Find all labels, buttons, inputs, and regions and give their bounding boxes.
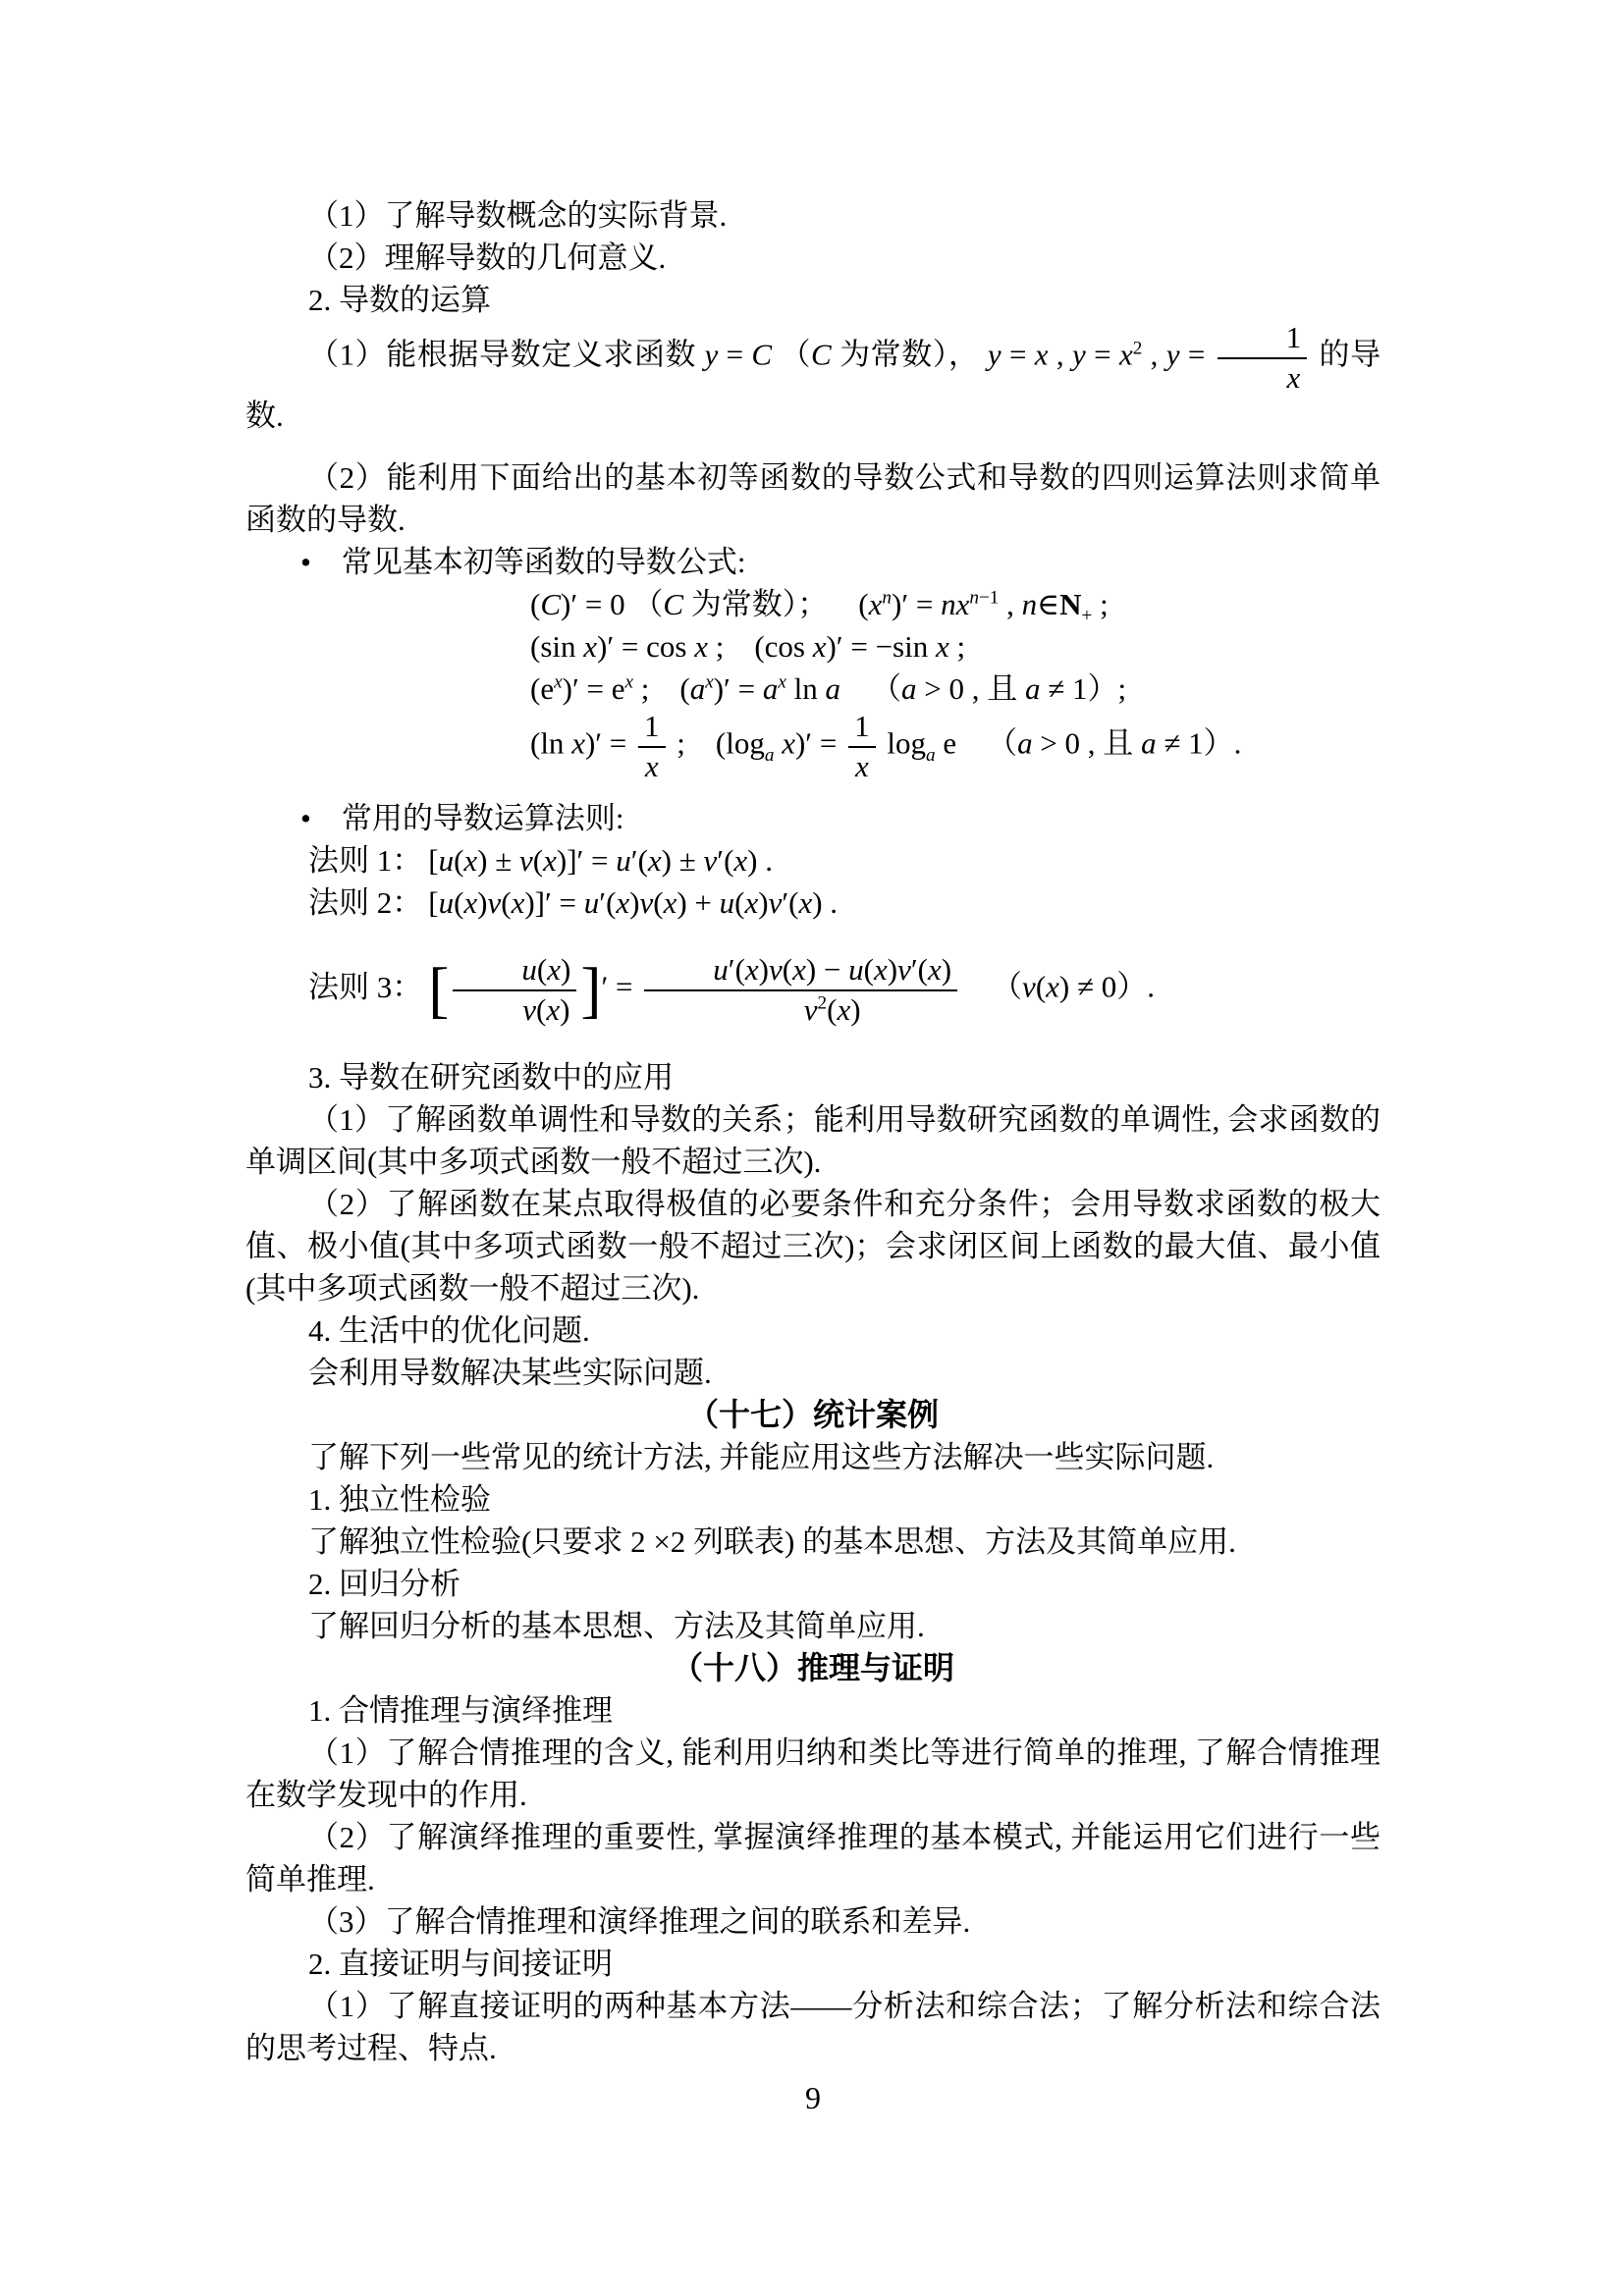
page-number: 9 [805, 2080, 821, 2115]
paragraph: （1）了解导数概念的实际背景. [308, 198, 728, 233]
paragraph: （1）了解直接证明的两种基本方法——分析法和综合法；了解分析法和综合法的思考过程、特点. [245, 1989, 1380, 2066]
section-heading: （十七）统计案例 [686, 1397, 939, 1433]
paragraph: 4. 生活中的优化问题. [308, 1313, 590, 1349]
paragraph: 2. 回归分析 [308, 1567, 460, 1602]
document-body [245, 194, 1380, 2069]
paragraph: 2. 直接证明与间接证明 [308, 1947, 613, 1982]
paragraph: （2）能利用下面给出的基本初等函数的导数公式和导数的四则运算法则求简单函数的导数. [245, 460, 1380, 538]
paragraph: 1. 独立性检验 [308, 1482, 491, 1518]
formula-line: (ln x)′ = $\frac{1}{x}$ ; ($\log_a$ x)′ = $\frac{1}{x}$ $\log_a e$ （a > 0 , 且 a ≠ 1）. [530, 709, 1242, 783]
formula-line: (C)′ = 0 （C 为常数）； $(x^n)' = nx^{n-1}$ , $n\in N_+$ ; [530, 587, 1109, 627]
formula-line: (sin x)′ = cos x ; (cos x)′ = −sin x ; [530, 629, 966, 665]
rule-label: 法则 1： [308, 843, 423, 879]
formula-block [530, 583, 1380, 783]
paragraph: 2. 导数的运算 [308, 283, 491, 317]
paragraph: 会利用导数解决某些实际问题. [308, 1356, 712, 1391]
derivative-rule-line: 法则 3：[ $\frac{u(x)}{v(x)}$ ]′ = $\frac{u'(x)v(x) - u(x)v'(x)}{v^2(x)}$ （v(x) ≠ 0）. [308, 952, 1155, 1027]
paragraph: 了解回归分析的基本思想、方法及其简单应用. [308, 1609, 925, 1644]
paragraph: （1）能根据导数定义求函数 y = C （C 为常数）， y = x , $y = x^2$ , y = $\frac{1}{x}$ 的导数. [245, 320, 1381, 434]
paragraph: （3）了解合情推理和演绎推理之间的联系和差异. [308, 1904, 971, 1940]
paragraph: （1）了解合情推理的含义, 能利用归纳和类比等进行简单的推理, 了解合情推理在数学发现中的作用. [245, 1735, 1380, 1813]
paragraph: 了解独立性检验(只要求 2 ×2 列联表) 的基本思想、方法及其简单应用. [308, 1524, 1236, 1560]
paragraph: 3. 导数在研究函数中的应用 [308, 1060, 674, 1095]
derivative-rule-line: 法则 2： [u(x)v(x)]′ = u′(x)v(x) + u(x)v′(x) . [308, 885, 839, 921]
paragraph: （2）了解演绎推理的重要性, 掌握演绎推理的基本模式, 并能运用它们进行一些简单推理. [245, 1820, 1380, 1897]
rule-label: 法则 2： [308, 885, 423, 921]
paragraph: （1）了解函数单调性和导数的关系；能利用导数研究函数的单调性, 会求函数的单调区间(其中多项式函数一般不超过三次). [245, 1102, 1380, 1180]
bullet-line: • 常见基本初等函数的导数公式: [300, 545, 746, 580]
paragraph: （2）了解函数在某点取得极值的必要条件和充分条件；会用导数求函数的极大值、极小值(其中多项式函数一般不超过三次)；会求闭区间上函数的最大值、最小值(其中多项式函数一般不超过三次). [245, 1187, 1380, 1307]
formula-line: $(e^x)' = e^x$ ; $(a^x)' = a^x$ ln a （a > 0 , 且 a ≠ 1）; [530, 671, 1127, 707]
paragraph: 了解下列一些常见的统计方法, 并能应用这些方法解决一些实际问题. [308, 1440, 1215, 1475]
paragraph: 1. 合情推理与演绎推理 [308, 1693, 613, 1729]
derivative-rule-line: 法则 1： [u(x) ± v(x)]′ = u′(x) ± v′(x) . [308, 843, 773, 879]
section-heading: （十八）推理与证明 [671, 1650, 954, 1686]
rule-label: 法则 3： [308, 969, 423, 1004]
paragraph: （2）理解导数的几何意义. [308, 240, 667, 275]
bullet-line: • 常用的导数运算法则: [300, 801, 624, 836]
